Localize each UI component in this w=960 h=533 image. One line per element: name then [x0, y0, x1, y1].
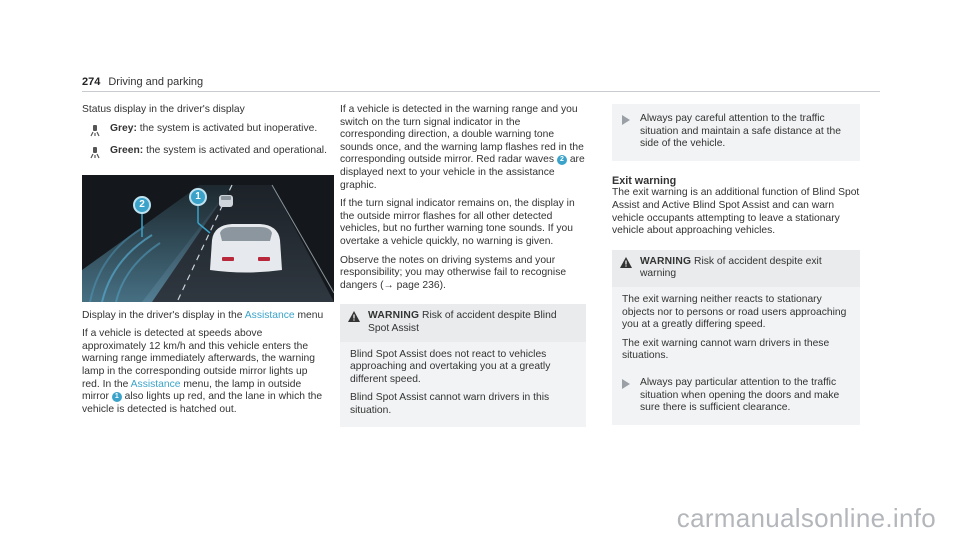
paragraph-text: If a vehicle is detected at speeds above approximately 12 km/h and this vehicle enters the warning range immediately afterwards, the warning lamp in the corresponding outside mirror lights up red. In the	[82, 328, 315, 390]
watermark-text: carmanualsonline.info	[676, 503, 936, 533]
assistance-menu-link[interactable]: Assistance	[130, 378, 181, 390]
page-header	[82, 76, 203, 89]
status-label-grey: Grey:	[110, 122, 137, 134]
warning-header	[340, 304, 586, 341]
play-arrow-icon	[622, 379, 630, 389]
status-item-grey	[82, 123, 328, 137]
blind-spot-icon	[88, 146, 102, 159]
caption-text: Display in the driver's display in the	[82, 309, 243, 321]
warning-text: Blind Spot Assist does not react to vehicles approaching and overtaking you at a greatly different speed.	[350, 348, 551, 385]
callout-badge-1: 1	[112, 392, 122, 402]
assistance-graphic	[82, 175, 334, 302]
status-text-grey: the system is activated but inoperative.	[139, 122, 318, 134]
paragraph-text: are displayed next to your vehicle in the assistance graphic.	[340, 154, 585, 191]
status-label-green: Green:	[110, 144, 144, 156]
warning-triangle-icon	[348, 311, 360, 322]
turn-signal-paragraph	[340, 104, 586, 192]
note-inline	[612, 373, 860, 425]
assistance-menu-link[interactable]: Assistance	[244, 309, 295, 321]
header-divider	[82, 91, 880, 92]
status-item-green	[82, 145, 328, 159]
section-title: Driving and parking	[108, 76, 204, 88]
play-arrow-icon	[622, 115, 630, 125]
warning-text: The exit warning cannot warn drivers in these situations.	[622, 337, 830, 362]
column-middle	[340, 104, 586, 427]
exit-warning-paragraph: The exit warning is an additional function of Blind Spot Assist and Active Blind Spot Assist and can warn vehicle occupants attempting to leave a stationary vehicle about approaching vehicles.	[612, 187, 860, 237]
note-text: Always pay careful attention to the traffic situation and maintain a safe distance at the side of the vehicle.	[640, 113, 841, 150]
callout-2: 2	[133, 196, 151, 214]
callout-badge-2: 2	[557, 155, 567, 165]
column-right	[612, 104, 860, 425]
blind-spot-icon	[88, 124, 102, 137]
vehicle-ahead	[219, 195, 233, 207]
warning-box	[340, 304, 586, 427]
observe-notes-paragraph: Observe the notes on driving systems and your responsibility; you may otherwise fail to recognise dangers (→ page 236).	[340, 254, 567, 291]
status-text-green: the system is activated and operational.	[146, 144, 327, 156]
exit-warning-heading: Exit warning	[612, 174, 677, 187]
note-box	[612, 104, 860, 161]
warning-text: Blind Spot Assist cannot warn drivers in this situation.	[350, 392, 550, 416]
note-text: Always pay particular attention to the traffic situation when opening the doors and make sure there is sufficient clearance.	[640, 376, 840, 414]
column-left	[82, 104, 328, 422]
road-illustration	[82, 175, 334, 302]
paragraph-text: also lights up red, and the lane in which the vehicle is detected is hatched out.	[82, 391, 323, 415]
figure-caption	[82, 310, 328, 323]
paragraph-text: menu, the lamp in outside mirror	[82, 378, 302, 403]
paragraph-text: If a vehicle is detected in the warning range and you switch on the turn signal indicator in the corresponding direction, a double warning tone sounds once, and the warning lamp flashes red in the corresponding outside mirror. Red radar waves	[340, 104, 584, 166]
warning-triangle-icon	[620, 257, 632, 268]
warning-text: The exit warning neither reacts to stationary objects nor to persons or road users approaching you at a greatly differing speed.	[622, 293, 847, 331]
indicator-paragraph: If the turn signal indicator remains on, the display in the outside mirror flashes for all other detected vehicles, but no further warning tone sounds. If you overtake a vehicle quickly, no warning is given.	[340, 198, 575, 247]
warning-subtitle: Risk of accident despite Blind Spot Assist	[368, 310, 557, 334]
ego-vehicle	[210, 224, 282, 273]
page-number: 274	[82, 76, 101, 88]
warning-box	[612, 250, 860, 425]
warning-body	[612, 287, 860, 373]
warning-title: WARNING	[368, 310, 420, 322]
warning-title: WARNING	[640, 255, 692, 267]
detection-paragraph	[82, 328, 328, 416]
warning-header	[612, 250, 860, 287]
callout-1: 1	[189, 188, 207, 206]
caption-text-end: menu	[297, 309, 324, 321]
warning-subtitle: Risk of accident despite exit warning	[640, 255, 822, 280]
warning-body	[340, 342, 586, 428]
status-intro: Status display in the driver's display	[82, 104, 245, 115]
